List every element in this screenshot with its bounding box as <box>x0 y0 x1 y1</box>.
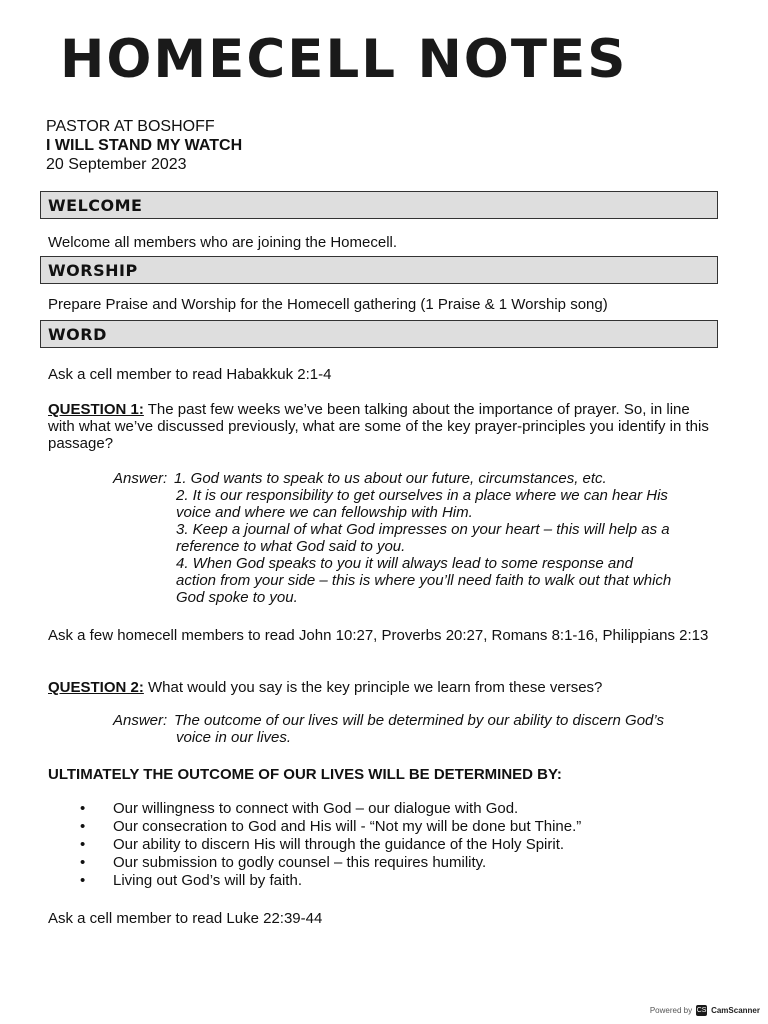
list-item <box>80 800 700 818</box>
bullet-icon: • <box>80 872 86 889</box>
sermon-theme: I WILL STAND MY WATCH <box>46 137 243 154</box>
document-banner-title: HOMECELL NOTES <box>60 29 628 90</box>
answer-line: 2. It is our responsibility to get ourselves in a place where we can hear His <box>176 487 668 504</box>
section-header-worship <box>40 256 718 284</box>
camscanner-watermark <box>650 1005 760 1016</box>
question-1 <box>48 401 718 452</box>
section-title: WELCOME <box>48 196 143 215</box>
camscanner-logo-icon: CS <box>696 1007 707 1014</box>
question-label: QUESTION 2: <box>48 679 144 696</box>
answer-line: reference to what God said to you. <box>176 538 406 555</box>
answer-line: 3. Keep a journal of what God impresses on your heart – this will help as a <box>176 521 670 538</box>
bullet-icon: • <box>80 818 86 835</box>
list-item <box>80 836 700 854</box>
section-header-word <box>40 320 718 348</box>
list-item-text: Living out God’s will by faith. <box>113 872 302 889</box>
bullet-icon: • <box>80 836 86 853</box>
question-label: QUESTION 1: <box>48 401 144 418</box>
answer-label: Answer: <box>113 470 168 487</box>
answer-label: Answer: <box>113 712 168 729</box>
answer-line: God spoke to you. <box>176 589 298 606</box>
question-text: What would you say is the key principle we learn from these verses? <box>143 679 603 696</box>
list-item <box>80 854 700 872</box>
outcome-list <box>80 800 700 890</box>
list-item <box>80 872 700 890</box>
answer-line: action from your side – this is where you’ll need faith to walk out that which <box>176 572 672 589</box>
list-item-text: Our consecration to God and His will - “Not my will be done but Thine.” <box>113 818 582 835</box>
powered-by-label: Powered by <box>649 1006 693 1015</box>
reading-instruction: Ask a cell member to read Luke 22:39-44 <box>48 910 323 927</box>
answer-1 <box>113 470 718 606</box>
list-item-text: Our submission to godly counsel – this requires humility. <box>113 854 487 871</box>
section-title: WORD <box>48 325 107 344</box>
answer-2 <box>113 712 718 746</box>
section-title: WORSHIP <box>48 261 138 280</box>
document-date: 20 September 2023 <box>46 156 187 173</box>
question-text: The past few weeks we’ve been talking about the importance of prayer. So, in line with what we’ve discussed previously, what are some of the key prayer-principles you identify in this passage? <box>48 401 709 452</box>
answer-line: voice and where we can fellowship with Him. <box>176 504 473 521</box>
bullet-icon: • <box>80 800 86 817</box>
section-header-welcome <box>40 191 718 219</box>
reading-instruction: Ask a few homecell members to read John 10:27, Proverbs 20:27, Romans 8:1-16, Philippians 2:13 <box>48 627 709 644</box>
answer-line: 1. God wants to speak to us about our future, circumstances, etc. <box>174 470 607 487</box>
list-item <box>80 818 700 836</box>
welcome-paragraph: Welcome all members who are joining the Homecell. <box>48 234 398 251</box>
list-item-text: Our ability to discern His will through the guidance of the Holy Spirit. <box>113 836 565 853</box>
pastor-line: PASTOR AT BOSHOFF <box>46 118 215 135</box>
answer-line: 4. When God speaks to you it will always lead to some response and <box>176 555 633 572</box>
camscanner-brand: CamScanner <box>711 1006 760 1015</box>
worship-paragraph: Prepare Praise and Worship for the Homecell gathering (1 Praise & 1 Worship song) <box>48 296 608 313</box>
answer-line: The outcome of our lives will be determined by our ability to discern God’s <box>174 712 664 729</box>
ultimately-heading: ULTIMATELY THE OUTCOME OF OUR LIVES WILL BE DETERMINED BY: <box>48 766 562 783</box>
reading-instruction: Ask a cell member to read Habakkuk 2:1-4 <box>48 366 332 383</box>
list-item-text: Our willingness to connect with God – our dialogue with God. <box>113 800 519 817</box>
question-2 <box>48 679 718 696</box>
bullet-icon: • <box>80 854 86 871</box>
answer-line: voice in our lives. <box>176 729 292 746</box>
